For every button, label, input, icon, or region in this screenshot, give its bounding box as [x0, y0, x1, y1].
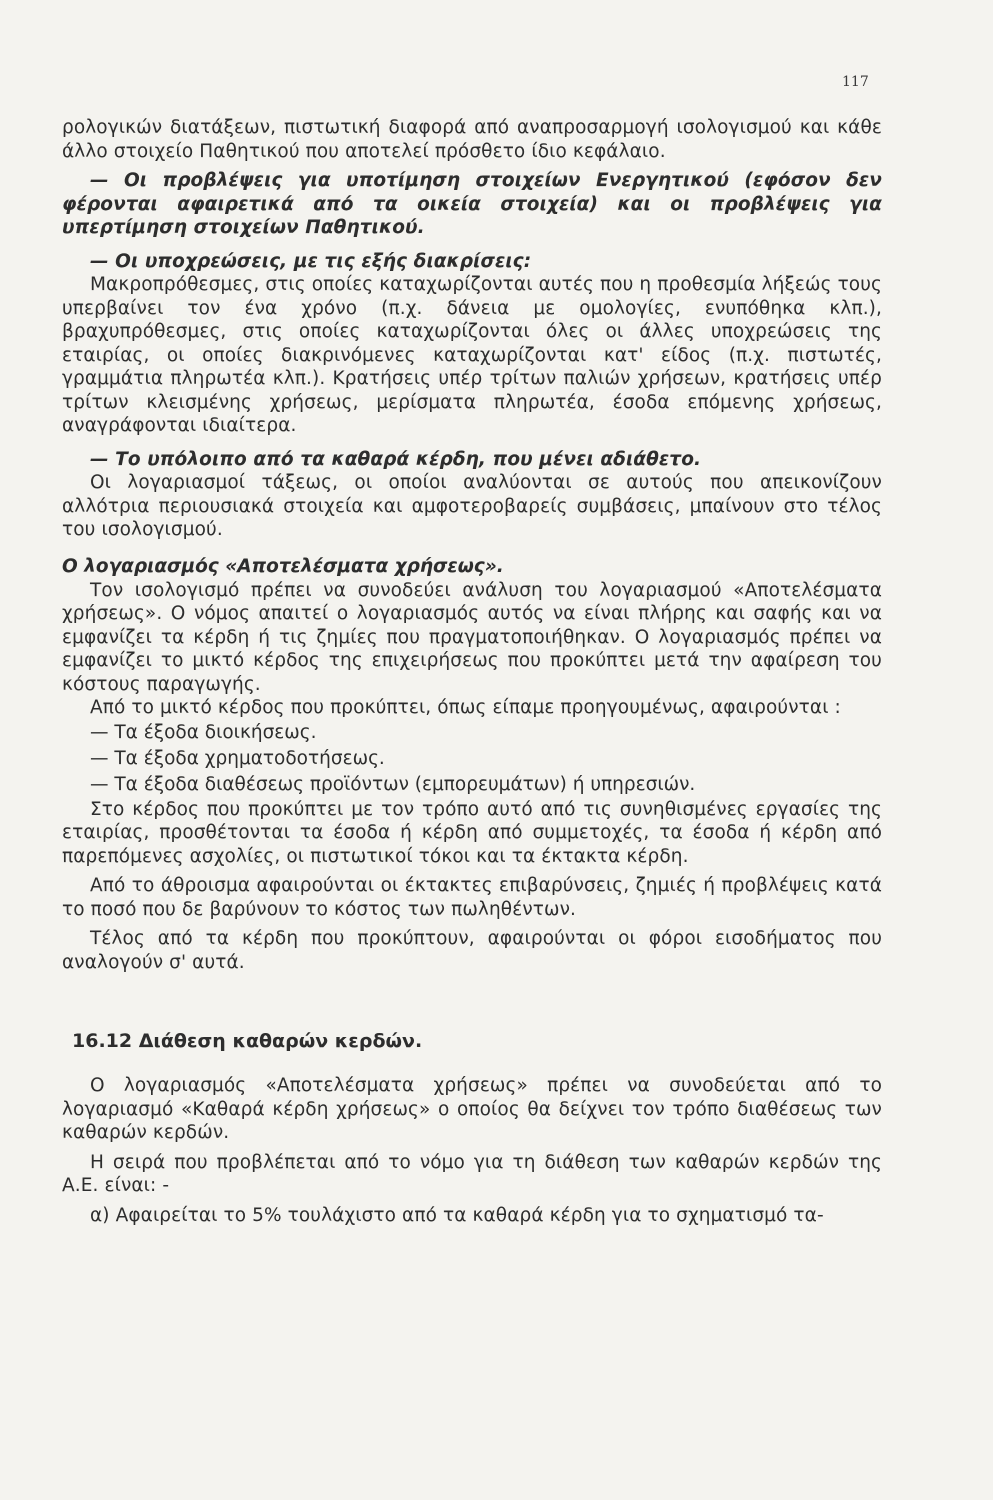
distribution-paragraph-2: Η σειρά που προβλέπεται από το νόμο για τη διάθεση των καθαρών κερδών της Α.Ε. είναι: - — [62, 1151, 882, 1196]
page-number: 117 — [842, 74, 869, 90]
results-account-heading: Ο λογαριασμός «Αποτελέσματα χρήσεως». — [62, 555, 504, 577]
liabilities-heading: — Οι υποχρεώσεις, με τις εξής διακρίσεις: — [90, 250, 532, 272]
text-column — [62, 116, 882, 1227]
results-paragraph-4: Από το άθροισμα αφαιρούνται οι έκτακτες επιβαρύνσεις, ζημιές ή προβλέψεις κατά το ποσό που δε βαρύνουν το κόστος των πωληθέντων. — [62, 875, 882, 920]
paragraph-1: ρολογικών διατάξεων, πιστωτική διαφορά από αναπροσαρμογή ισολογισμού και κάθε άλλο στοιχείο Παθητικού που αποτελεί πρόσθετο ίδιο κεφάλαιο. — [62, 117, 882, 162]
deduction-item-3: — Τα έξοδα διαθέσεως προϊόντων (εμπορευμάτων) ή υπηρεσιών. — [90, 773, 696, 795]
undistributed-heading: — Το υπόλοιπο από τα καθαρά κέρδη, που μένει αδιάθετο. — [90, 448, 702, 470]
results-paragraph-3: Στο κέρδος που προκύπτει με τον τρόπο αυτό από τις συνηθισμένες εργασίες της εταιρίας, προσθέτονται τα έσοδα ή κέρδη από συμμετοχές, τα έσοδα ή κέρδη από παρεπόμενες ασχολίες, οι πιστωτικοί τόκοι και τα έκτακτα κέρδη. — [62, 798, 882, 867]
results-paragraph-5: Τέλος από τα κέρδη που προκύπτουν, αφαιρούνται οι φόροι εισοδήματος που αναλογούν σ' αυτά. — [62, 928, 882, 973]
order-accounts-paragraph: Οι λογαριασμοί τάξεως, οι οποίοι αναλύονται σε αυτούς που απεικονίζουν αλλότρια περιουσιακά στοιχεία και αμφοτεροβαρείς συμβάσεις, μπαίνουν στο τέλος του ισολογισμού. — [62, 472, 882, 540]
section-title: 16.12 Διάθεση καθαρών κερδών. — [72, 1030, 423, 1052]
liabilities-body: Μακροπρόθεσμες, στις οποίες καταχωρίζονται αυτές που η προθεσμία λήξεώς τους υπερβαίνει τον ένα χρόνο (π.χ. δάνεια με ομολογίες, ενυπόθηκα κλπ.), βραχυπρόθεσμες, στις οποίες καταχωρίζονται όλες οι άλλες υποχρεώσεις της εταιρίας, οι οποίες διακρινόμενες καταχωρίζονται κατ' είδος (π.χ. πιστωτές, γραμμάτια πληρωτέα κλπ.). Κρατήσεις υπέρ τρίτων παλιών χρήσεων, κρατήσεις υπέρ τρίτων κλεισμένης χρήσεως, μερίσματα πληρωτέα, έσοδα επόμενης χρήσεως, αναγράφονται ιδιαίτερα. — [62, 274, 882, 436]
deduction-item-2: — Τα έξοδα χρηματοδοτήσεως. — [90, 747, 385, 769]
results-paragraph-1: Τον ισολογισμό πρέπει να συνοδεύει ανάλυση του λογαριασμού «Αποτελέσματα χρήσεως». Ο νόμος απαιτεί ο λογαριασμός αυτός να είναι πλήρης και σαφής και να εμφανίζει τα κέρδη ή τις ζημίες που πραγματοποιήθηκαν. Ο λογαριασμός πρέπει να εμφανίζει το μικτό κέρδος της επιχειρήσεως που προκύπτει μετά την αφαίρεση του κόστους παραγωγής. — [62, 579, 882, 695]
results-paragraph-2: Από το μικτό κέρδος που προκύπτει, όπως είπαμε προηγουμένως, αφαιρούνται : — [90, 697, 841, 718]
deduction-item-1: — Τα έξοδα διοικήσεως. — [90, 721, 317, 743]
distribution-paragraph-1: Ο λογαριασμός «Αποτελέσματα χρήσεως» πρέπει να συνοδεύεται από το λογαριασμό «Καθαρά κέρδη χρήσεως» ο οποίος θα δείχνει τον τρόπο διαθέσεως των καθαρών κερδών. — [62, 1075, 882, 1143]
paragraph-provisions: — Οι προβλέψεις για υποτίμηση στοιχείων Ενεργητικού (εφόσον δεν φέρονται αφαιρετικά από τα οικεία στοιχεία) και οι προβλέψεις για υπερτίμηση στοιχείων Παθητικού. — [62, 170, 882, 238]
distribution-item-a: α) Αφαιρείται το 5% τουλάχιστο από τα καθαρά κέρδη για το σχηματισμό τα- — [90, 1204, 824, 1226]
